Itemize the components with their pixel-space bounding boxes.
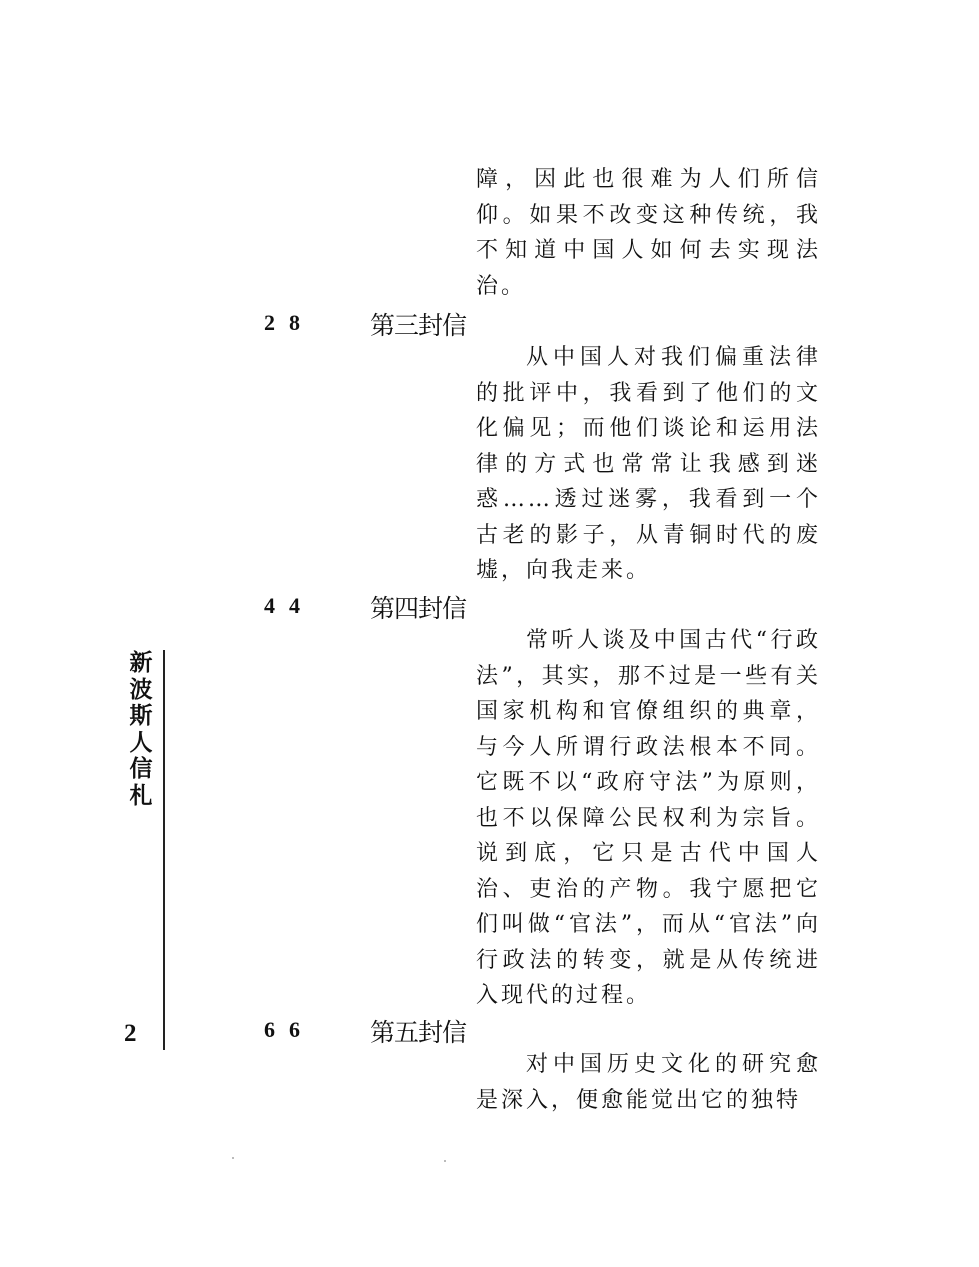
entry-title: 第四封信 bbox=[370, 594, 467, 623]
scan-speck bbox=[232, 1157, 234, 1159]
entry-page-number: 44 bbox=[264, 593, 314, 618]
intro-paragraph: 障，因此也很难为人们所信仰。如果不改变这种传统，我不知道中国人如何去实现法治。 bbox=[476, 167, 821, 299]
scan-speck bbox=[444, 1160, 446, 1162]
running-title-char: 札 bbox=[129, 782, 153, 809]
running-title-char: 新 bbox=[129, 650, 153, 676]
margin-rule bbox=[163, 650, 165, 1050]
running-title-char: 信 bbox=[129, 756, 153, 782]
entry-summary: 常听人谈及中国古代“行政法”，其实，那不过是一些有关国家机构和官僚组织的典章，与今人所谓行政法根本不同。它既不以“政府守法”为原则，也不以保障公民权利为宗旨。说到底，它只是古代中国人治、吏治的产物。我宁愿把它们叫做“官法”，而从“官法”向行政法的转变，就是从传统进入现代的过程。 bbox=[476, 628, 821, 1008]
entry-summary: 从中国人对我们偏重法律的批评中，我看到了他们的文化偏见；而他们谈论和运用法律的方式也常常让我感到迷惑……透过迷雾，我看到一个古老的影子，从青铜时代的废墟，向我走来。 bbox=[476, 345, 821, 583]
entry-summary: 对中国历史文化的研究愈是深入，便愈能觉出它的独特 bbox=[476, 1052, 821, 1113]
running-title-char: 人 bbox=[129, 729, 153, 756]
entry-page-number: 28 bbox=[264, 310, 314, 335]
entry-title: 第五封信 bbox=[370, 1018, 467, 1047]
entry-title: 第三封信 bbox=[370, 311, 467, 340]
running-title bbox=[124, 650, 158, 809]
entry-page-number: 66 bbox=[264, 1017, 314, 1042]
page-number: 2 bbox=[124, 1020, 137, 1047]
running-title-char: 波 bbox=[129, 676, 153, 703]
running-title-char: 斯 bbox=[129, 703, 153, 729]
